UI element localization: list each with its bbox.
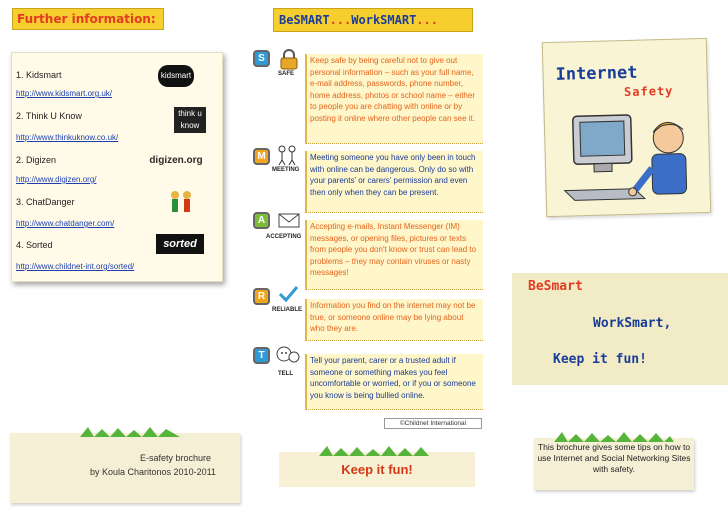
resource-name-digizen: 2. Digizen <box>16 155 57 165</box>
copyright-notice: ©Childnet International <box>384 418 482 429</box>
checkmark-icon <box>277 284 299 304</box>
besmart-worksmart-banner <box>273 8 473 32</box>
link-thinkuknow[interactable]: http://www.thinkuknow.co.uk/ <box>16 133 119 142</box>
brochure-credit-note <box>10 433 240 503</box>
brochure-title: E-safety brochure <box>140 453 212 463</box>
accepting-label: ACCEPTING <box>266 234 302 240</box>
cover-title-safety: Safety <box>623 83 674 100</box>
reliable-letter-badge: R <box>253 288 270 305</box>
internet-safety-cover <box>542 38 712 217</box>
resource-name-thinkuknow: 2. Think U Know <box>16 111 82 121</box>
reliable-label: RELIABLE <box>272 307 302 313</box>
people-meeting-icon <box>276 144 298 166</box>
banner-besmart: BeSMART <box>279 13 330 27</box>
chatdanger-figures-icon <box>168 189 194 215</box>
thinkuknow-logo: think u know <box>174 107 206 133</box>
tagline-worksmart: WorkSmart, <box>593 316 672 331</box>
link-digizen[interactable]: http://www.digizen.org/ <box>16 175 97 184</box>
tell-letter-badge: T <box>253 347 270 364</box>
digizen-logo: digizen.org <box>149 155 203 166</box>
meeting-letter-badge: M <box>253 148 270 165</box>
tell-label: TELL <box>278 371 293 377</box>
banner-worksmart: WorkSMART <box>351 13 417 27</box>
brochure-author: by Koula Charitonos 2010-2011 <box>90 467 216 477</box>
grass-decoration-icon <box>80 427 180 437</box>
resource-name-chatdanger: 3. ChatDanger <box>16 197 75 207</box>
safe-tip: Keep safe by being careful not to give out personal information – such as your full name, e-mail address, passwords, phone number, home address, photos or school name – either to people you are chatting with online or by posting it online where other people can see it. <box>305 54 483 144</box>
further-information-banner: Further information: <box>12 8 164 30</box>
brochure-description-text: This brochure gives some tips on how to use Internet and Social Networking Sites with safety. <box>537 442 691 474</box>
grass-decoration-icon <box>319 446 429 456</box>
tagline-besmart: BeSmart <box>528 279 583 294</box>
padlock-icon <box>278 48 300 70</box>
brochure-description <box>534 438 694 490</box>
accepting-letter-badge: A <box>253 212 270 229</box>
sorted-logo: sorted <box>156 234 204 254</box>
grass-decoration-icon <box>554 432 674 442</box>
accepting-tip: Accepting e-mails, Instant Messenger (IM) messages, or opening files, pictures or texts from people you don't know or trust can lead to problems – they may contain viruses or nasty messages! <box>305 220 483 290</box>
envelope-icon <box>278 210 300 230</box>
keep-it-fun-box <box>279 452 475 487</box>
talking-faces-icon <box>276 344 300 368</box>
reliable-tip: Information you find on the internet may not be true, or someone online may be lying about who they are. <box>305 299 483 341</box>
meeting-tip: Meeting someone you have only been in touch with online can be dangerous. Only do so with your parents' or carers' permission and even then only when they can be present. <box>305 151 483 213</box>
meeting-label: MEETING <box>272 167 300 173</box>
link-chatdanger[interactable]: http://www.chatdanger.com/ <box>16 219 115 228</box>
link-sorted[interactable]: http://www.childnet-int.org/sorted/ <box>16 262 135 271</box>
safe-label: SAFE <box>278 71 295 77</box>
boy-at-computer-illustration <box>552 101 705 213</box>
resources-box <box>11 52 223 282</box>
tell-tip: Tell your parent, carer or a trusted adult if someone or something makes you feel uncomfortable or worried, or if you or someone you know is being bullied online. <box>305 354 483 410</box>
banner-dots-2: ... <box>416 13 438 27</box>
link-kidsmart[interactable]: http://www.kidsmart.org.uk/ <box>16 89 113 98</box>
resource-name-sorted: 4. Sorted <box>16 240 53 250</box>
safe-letter-badge: S <box>253 50 270 67</box>
tagline-keep-it-fun: Keep it fun! <box>553 352 647 367</box>
resource-name-kidsmart: 1. Kidsmart <box>16 70 62 80</box>
banner-dots-1: ... <box>329 13 352 27</box>
cover-title-internet: Internet <box>555 62 638 85</box>
kidsmart-logo: kidsmart <box>158 65 194 87</box>
keep-it-fun-text: Keep it fun! <box>341 462 413 477</box>
